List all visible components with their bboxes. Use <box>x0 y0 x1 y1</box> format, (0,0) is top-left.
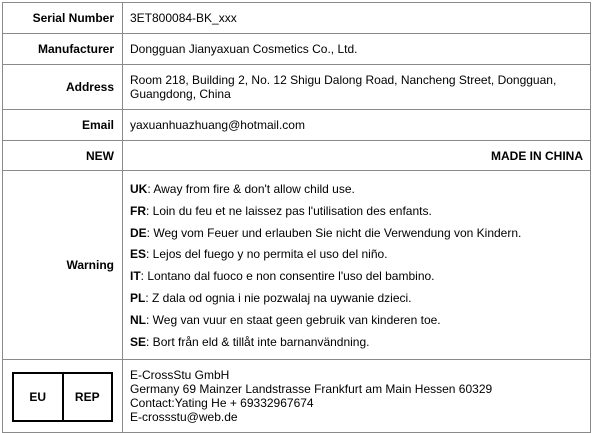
product-info-table <box>2 2 591 433</box>
eu-rep-row <box>3 360 591 433</box>
serial-number-row <box>3 3 591 34</box>
eu-rep-badge-cell <box>3 360 123 433</box>
warning-row <box>3 171 591 360</box>
address-row <box>3 65 591 110</box>
warning-item <box>130 179 583 201</box>
warning-lang-code: ES <box>130 247 147 262</box>
warning-text: : Away from fire & don't allow child use. <box>147 182 355 196</box>
warning-text: : Weg vom Feuer und erlauben Sie nicht die Verwendung von Kindern. <box>146 225 522 240</box>
warning-text: : Bort från eld & tillåt inte barnanvändning. <box>146 334 370 349</box>
warning-item <box>130 310 583 332</box>
warning-lang-code: NL <box>130 312 146 327</box>
warning-lang-code: PL <box>130 290 146 305</box>
serial-number-value: 3ET800084-BK_xxx <box>123 3 591 34</box>
email-row <box>3 110 591 141</box>
warning-item <box>130 332 583 354</box>
eu-rep-contact: Contact:Yating He + 69332967674 <box>130 396 314 411</box>
rep-badge-text: REP <box>62 374 112 420</box>
warning-list <box>130 171 583 359</box>
address-value: Room 218, Building 2, No. 12 Shigu Dalong Road, Nancheng Street, Dongguan, Guangdong, China <box>123 65 591 110</box>
warning-text: : Lejos del fuego y no permita el uso del niño. <box>146 247 388 262</box>
warning-label: Warning <box>3 171 123 360</box>
condition-row <box>3 141 591 171</box>
eu-rep-company: E-CrossStu GmbH <box>130 368 230 383</box>
manufacturer-value: Dongguan Jianyaxuan Cosmetics Co., Ltd. <box>123 34 591 65</box>
warning-item <box>130 266 583 288</box>
eu-rep-badge <box>12 372 113 422</box>
manufacturer-label: Manufacturer <box>3 34 123 65</box>
eu-badge-text: EU <box>29 390 47 405</box>
warning-text: : Z dala od ognia i nie pozwalaj na uywanie dzieci. <box>145 290 412 305</box>
warning-cell <box>123 171 591 360</box>
warning-item <box>130 244 583 266</box>
origin-value: MADE IN CHINA <box>123 141 591 171</box>
warning-text: : Loin du feu et ne laissez pas l'utilisation des enfants. <box>146 203 432 218</box>
warning-lang-code: UK <box>130 182 148 196</box>
eu-rep-email: E-crossstu@web.de <box>130 410 238 425</box>
warning-lang-code: FR <box>130 203 146 218</box>
email-value: yaxuanhuazhuang@hotmail.com <box>123 110 591 141</box>
manufacturer-row <box>3 34 591 65</box>
warning-lang-code: IT <box>130 269 141 284</box>
warning-item <box>130 201 583 223</box>
eu-rep-address: Germany 69 Mainzer Landstrasse Frankfurt am Main Hessen 60329 <box>130 382 493 397</box>
email-label: Email <box>3 110 123 141</box>
eu-rep-details <box>123 360 591 433</box>
warning-text: : Weg van vuur en staat geen gebruik van kinderen toe. <box>146 312 441 327</box>
warning-item <box>130 288 583 310</box>
warning-text: : Lontano dal fuoco e non consentire l'uso del bambino. <box>140 269 435 284</box>
warning-lang-code: DE <box>130 225 147 240</box>
serial-number-label: Serial Number <box>3 3 123 34</box>
address-label: Address <box>3 65 123 110</box>
warning-item <box>130 223 583 245</box>
warning-lang-code: SE <box>130 334 147 349</box>
condition-label: NEW <box>3 141 123 171</box>
